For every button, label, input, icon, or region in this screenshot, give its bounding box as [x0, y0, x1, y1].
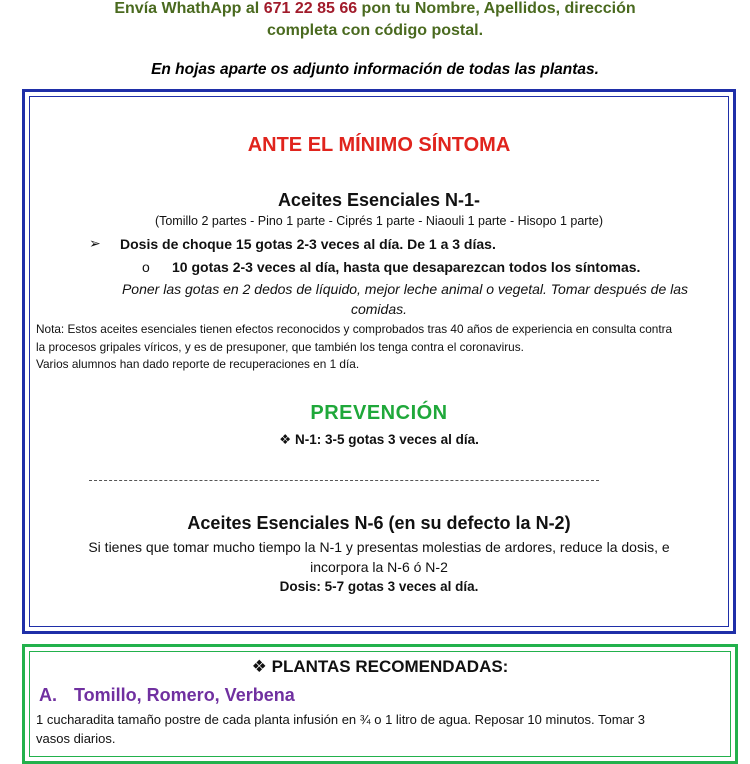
- plants-title: [25, 657, 735, 677]
- n6-dosis: Dosis: 5-7 gotas 3 veces al día.: [279, 579, 479, 594]
- prevention-text: N-1: 3-5 gotas 3 veces al día.: [295, 432, 479, 447]
- note-paragraph: [36, 321, 736, 374]
- n6-line2: incorpora la N-6 ó N-2: [310, 559, 448, 575]
- instructions-line2: comidas.: [350, 301, 408, 317]
- dashed-divider: [89, 480, 599, 481]
- note-line2: la procesos gripales víricos, y es de presuponer, que también los tenga contra el coronavirus.: [36, 339, 524, 354]
- n6-heading: Aceites Esenciales N-6 (en su defecto la N-2): [187, 513, 571, 533]
- plant-item-a-heading: [39, 685, 295, 706]
- bullet1-marker: ➢: [89, 235, 101, 251]
- prevention-marker: ❖: [279, 432, 292, 447]
- intro-text: En hojas aparte os adjunto información de todas las plantas.: [151, 61, 599, 78]
- plant-item-a-line1: 1 cucharadita tamaño postre de cada planta infusión en ¾ o 1 litro de agua. Reposar 10 minutos. Tomar 3: [36, 712, 645, 727]
- bullet1-text: Dosis de choque 15 gotas 2-3 veces al día. De 1 a 3 días.: [120, 236, 496, 252]
- whatsapp-suffix: pon tu Nombre, Apellidos, dirección: [357, 0, 636, 17]
- plants-title-marker: ❖: [251, 657, 267, 676]
- n6-line1: Si tienes que tomar mucho tiempo la N-1 y presentas molestias de ardores, reduce la dosis, e: [88, 539, 670, 555]
- instructions-line1: Poner las gotas en 2 dedos de líquido, mejor leche animal o vegetal. Tomar después de las: [121, 281, 689, 297]
- phone-number: 671 22 85 66: [263, 0, 358, 17]
- prevention-item: [25, 432, 733, 448]
- plant-item-a-description: [36, 710, 736, 748]
- n1-composition: (Tomillo 2 partes - Pino 1 parte - Ciprés 1 parte - Niaouli 1 parte - Hisopo 1 parte): [154, 214, 604, 228]
- plants-title-text: PLANTAS RECOMENDADAS:: [271, 657, 509, 676]
- whatsapp-contact-line: [0, 0, 750, 18]
- bullet2-text: 10 gotas 2-3 veces al día, hasta que desaparezcan todos los síntomas.: [172, 259, 641, 275]
- bullet2-marker: o: [142, 259, 150, 275]
- whatsapp-prefix: Envía WhathApp al: [114, 0, 264, 17]
- plant-item-a-letter: A.: [39, 685, 57, 705]
- note-line3: Varios alumnos han dado reporte de recuperaciones en 1 día.: [36, 357, 360, 371]
- address-line: completa con código postal.: [266, 22, 484, 39]
- plants-box: [22, 644, 738, 764]
- note-line1: Nota: Estos aceites esenciales tienen efectos reconocidos y comprobados tras 40 años de experiencia en consulta contra: [36, 322, 673, 336]
- n1-heading: Aceites Esenciales N-1-: [277, 190, 481, 210]
- plant-item-a-line2: vasos diarios.: [36, 731, 116, 746]
- plant-item-a-names: Tomillo, Romero, Verbena: [74, 685, 295, 705]
- symptom-title: ANTE EL MÍNIMO SÍNTOMA: [247, 134, 511, 156]
- prevention-title: PREVENCIÓN: [310, 402, 448, 424]
- symptom-box: [22, 89, 736, 634]
